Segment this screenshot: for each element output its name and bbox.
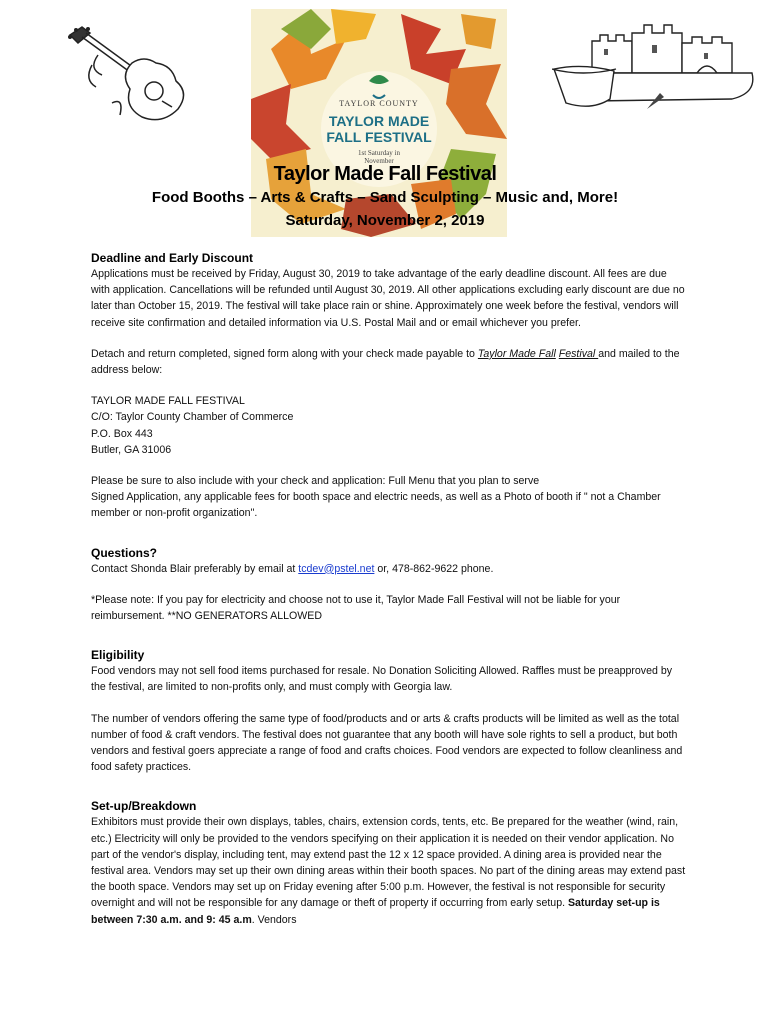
deadline-paragraph: Applications must be received by Friday, August 30, 2019 to take advantage of the early deadline discount. All fees are due with application. Cancellations will be refunded until August 30, 2019. All other applications excluding early discount are due no later than October 15, 2019. The festival will take place rain or shine. Approximately one week before the festival, vendors will receive site confirmation and detailed information via U.S. Postal Mail and or email whichever you prefer. — [91, 268, 685, 329]
email-link[interactable]: tcdev@pstel.net — [298, 562, 375, 575]
eligibility-heading: Eligibility — [91, 648, 145, 663]
include-line1: Please be sure to also include with your check and application: Full Menu that you plan to serve — [91, 475, 540, 488]
contact-paragraph — [91, 561, 686, 577]
payee-name-part1: Taylor Made Fall — [477, 347, 556, 360]
address-line: Butler, GA 31006 — [91, 443, 172, 456]
electricity-note: *Please note: If you pay for electricity and choose not to use it, Taylor Made Fall Festival will not be liable for your reimbursement. **NO GENERATORS ALLOWED — [91, 593, 621, 623]
contact-text: Contact Shonda Blair preferably by email at — [91, 562, 299, 575]
logo-title-line2: FALL FESTIVAL — [326, 129, 432, 145]
logo-county-text: TAYLOR COUNTY — [339, 99, 419, 108]
logo-date-line1: 1st Saturday in — [358, 149, 400, 157]
setup-heading: Set-up/Breakdown — [91, 799, 197, 814]
page-subtitle: Food Booths – Arts & Crafts – Sand Sculpting – Music and, More! — [151, 189, 619, 206]
mailing-address — [91, 393, 686, 458]
eligibility-paragraph: Food vendors may not sell food items purchased for resale. No Donation Soliciting Allowed. Raffles must be preapproved by the festival, are limited to non-profits only, and must comply with Georgia law. — [91, 665, 673, 694]
setup-text: Exhibitors must provide their own displays, tables, chairs, extension cords, tents, etc. Be prepared for the weather (wind, rain, etc.) Electricity will only be provided to the vendors specifying on their application it is needed on their vendor application. No part of the vendor's display, including tent, may extend past the 12 x 12 space provided. A dining area is provided near the festival area. Vendors may set up their own dining areas within their booth spaces. No part of the dining areas may extend past the booth space. Vendors may set up on Friday evening after 5:00 p.m. However, the festival is not responsible for security overnight and will not be responsible for any damage or theft of property if occurring from early setup. — [91, 816, 686, 910]
address-line: P.O. Box 443 — [91, 427, 153, 440]
setup-paragraph — [91, 814, 686, 927]
detach-text: Detach and return completed, signed form along with your check made payable to — [91, 347, 478, 360]
detach-paragraph — [91, 346, 686, 378]
questions-heading: Questions? — [91, 545, 158, 560]
vendor-limit-paragraph: The number of vendors offering the same type of food/products and or arts & crafts products will be limited as well as the total number of food & craft vendors. The festival does not guarantee that any booth will have sole rights to sell a product, but both vendors and festival goers appreciate a range of food and crafts choices. Food vendors are expected to follow cleanliness and food safety practices. — [91, 712, 683, 774]
setup-time-bold: Saturday set-up is between 7:30 a.m. and 9: 45 a.m — [91, 897, 660, 926]
document-body — [91, 250, 686, 943]
payee-name-part2: Festival — [558, 347, 599, 360]
deadline-heading: Deadline and Early Discount — [91, 251, 254, 265]
logo-date-line2: November — [364, 157, 394, 165]
contact-phone: or, 478-862-9622 phone. — [374, 562, 494, 575]
logo-title-line1: TAYLOR MADE — [328, 113, 430, 129]
page-title: Taylor Made Fall Festival — [273, 163, 497, 185]
include-paragraph — [91, 473, 686, 522]
setup-text-end: . Vendors — [251, 913, 297, 926]
guitar-icon — [62, 25, 192, 125]
address-line: TAYLOR MADE FALL FESTIVAL — [91, 395, 245, 408]
event-date: Saturday, November 2, 2019 — [285, 212, 485, 229]
detach-text-end: and mailed to the address below: — [91, 347, 680, 377]
address-line: C/O: Taylor County Chamber of Commerce — [91, 411, 294, 424]
include-line2: Signed Application, any applicable fees for booth space and electric needs, as well as a Photo of booth if " not a Chamber member or non-profit organization". — [91, 491, 661, 520]
sand-castle-icon — [552, 13, 757, 113]
